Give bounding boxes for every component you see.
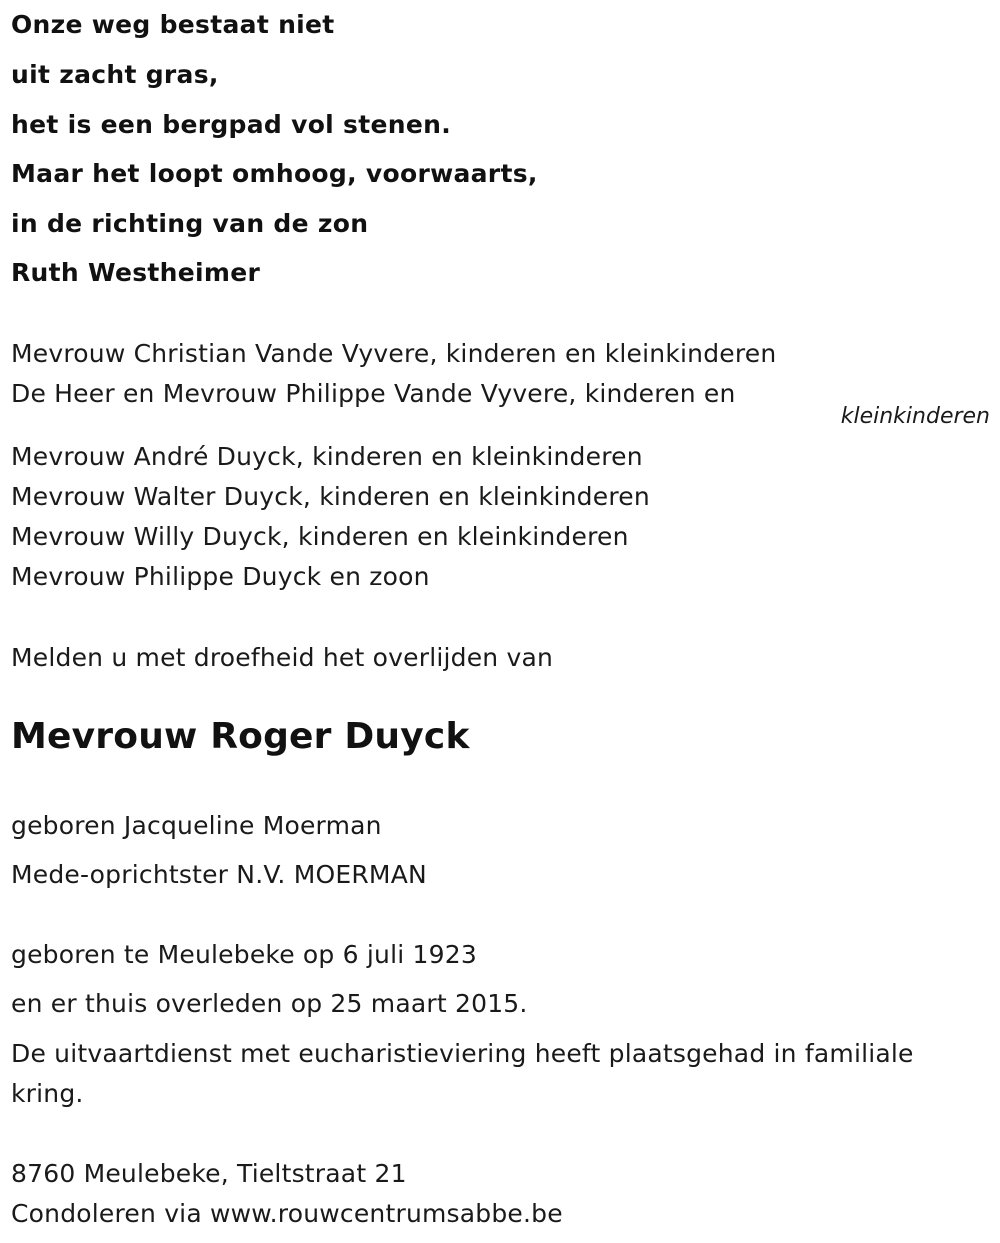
deceased-name: Mevrouw Roger Duyck	[11, 716, 470, 757]
family-line-2: De Heer en Mevrouw Philippe Vande Vyvere, kinderen en	[11, 379, 736, 408]
address: 8760 Meulebeke, Tieltstraat 21	[11, 1159, 407, 1188]
family-line-1: Mevrouw Christian Vande Vyvere, kinderen en kleinkinderen	[11, 339, 777, 368]
poem-line-2: uit zacht gras,	[11, 60, 219, 89]
poem-author: Ruth Westheimer	[11, 258, 261, 287]
announcement-text: Melden u met droefheid het overlijden van	[11, 643, 554, 672]
poem-line-4: Maar het loopt omhoog, voorwaarts,	[11, 159, 538, 188]
family-line-3: Mevrouw André Duyck, kinderen en kleinkinderen	[11, 442, 643, 471]
poem-line-3: het is een bergpad vol stenen.	[11, 110, 451, 139]
poem-line-5: in de richting van de zon	[11, 209, 369, 238]
birth-details: geboren te Meulebeke op 6 juli 1923	[11, 940, 477, 969]
family-line-5: Mevrouw Willy Duyck, kinderen en kleinkinderen	[11, 522, 629, 551]
born-as: geboren Jacqueline Moerman	[11, 811, 382, 840]
poem-line-1: Onze weg bestaat niet	[11, 10, 335, 39]
service-details: De uitvaartdienst met eucharistieviering heeft plaatsgehad in familiale kring.	[11, 1039, 914, 1108]
family-line-2-continuation: kleinkinderen	[840, 404, 990, 429]
death-details: en er thuis overleden op 25 maart 2015.	[11, 989, 528, 1018]
family-line-6: Mevrouw Philippe Duyck en zoon	[11, 562, 430, 591]
role: Mede-oprichtster N.V. MOERMAN	[11, 860, 427, 889]
family-line-4: Mevrouw Walter Duyck, kinderen en kleinkinderen	[11, 482, 650, 511]
condolences-link: Condoleren via www.rouwcentrumsabbe.be	[11, 1199, 563, 1228]
